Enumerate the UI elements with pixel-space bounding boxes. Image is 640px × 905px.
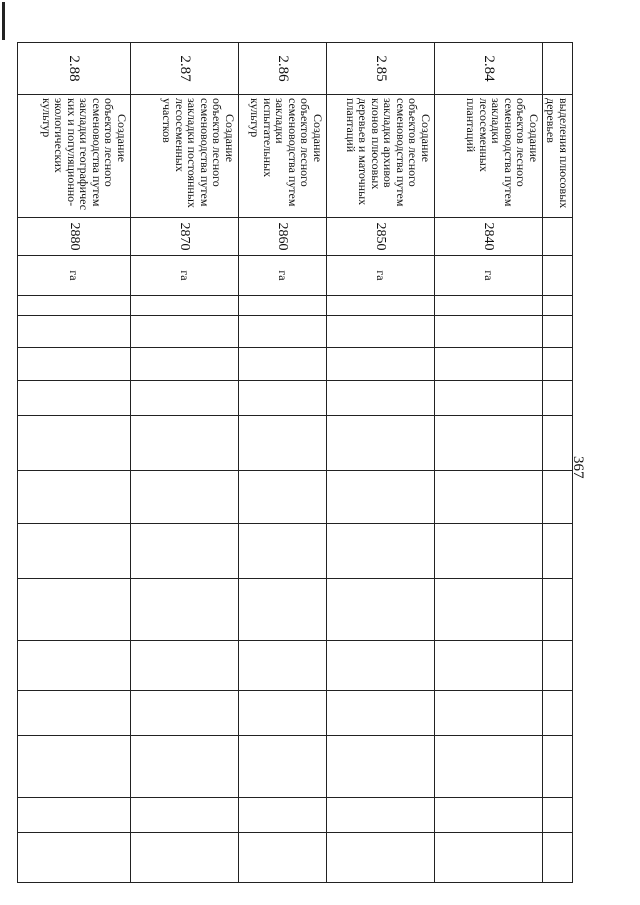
table-cell [18,524,131,579]
table-cell [327,641,435,691]
row-index: 2.85 [327,43,435,95]
row-index: 2.86 [239,43,327,95]
table-cell [543,416,573,471]
row-name-text: выделения плюсовых деревьев [544,98,571,209]
table-cell [327,381,435,416]
table-cell [131,316,239,348]
rotated-table-container [38,42,573,882]
row-code: 2840 [435,218,543,256]
table-cell [543,524,573,579]
table-cell [435,833,543,883]
table-cell [435,416,543,471]
table-cell [435,579,543,641]
row-name-rest: объектов лесного семеноводства путем закладки испытательных культур [248,98,313,207]
table-cell [18,348,131,381]
table-row [131,43,239,883]
page-number: 367 [570,456,586,479]
table-cell [239,691,327,736]
table-cell [18,736,131,798]
table-row [239,43,327,883]
table-row [543,43,573,883]
scan-edge-mark [2,2,5,40]
table-cell [239,381,327,416]
table-cell [327,691,435,736]
table-cell [131,691,239,736]
row-name-cell [327,95,435,218]
table-cell [543,316,573,348]
row-name-cell [18,95,131,218]
table-cell [327,579,435,641]
table-cell [131,296,239,316]
table-cell [18,798,131,833]
row-unit: га [239,256,327,296]
table-cell [543,296,573,316]
table-cell [543,43,573,95]
table-cell [131,641,239,691]
table-cell [131,798,239,833]
data-table [17,42,573,883]
row-code: 2880 [18,218,131,256]
table-cell [327,296,435,316]
row-name-cell [131,95,239,218]
table-cell [239,471,327,524]
table-cell [435,316,543,348]
row-unit: га [435,256,543,296]
table-cell [543,691,573,736]
table-cell [239,296,327,316]
table-cell [327,471,435,524]
table-cell [543,348,573,381]
table-cell [131,833,239,883]
table-cell [435,471,543,524]
row-name-first: Создание [419,114,433,163]
table-cell [435,691,543,736]
row-index: 2.84 [435,43,543,95]
table-cell [131,416,239,471]
row-name-cell [543,95,573,218]
table-cell [239,833,327,883]
table-cell [18,381,131,416]
table-cell [543,256,573,296]
row-name-cell [435,95,543,218]
table-cell [435,348,543,381]
table-cell [543,471,573,524]
table-cell [131,579,239,641]
row-name-first: Создание [527,114,541,163]
row-name-first: Создание [223,114,237,163]
row-unit: га [18,256,131,296]
table-cell [131,524,239,579]
table-cell [327,316,435,348]
row-index: 2.88 [18,43,131,95]
table-cell [131,471,239,524]
table-cell [327,524,435,579]
table-cell [543,641,573,691]
row-name-rest: объектов лесного семеноводства путем закладки лесосеменных плантаций [464,98,529,207]
table-cell [18,579,131,641]
table-cell [18,316,131,348]
table-cell [18,691,131,736]
table-cell [543,381,573,416]
row-code: 2870 [131,218,239,256]
table-cell [18,416,131,471]
table-cell [327,833,435,883]
table-cell [239,416,327,471]
table-cell [327,416,435,471]
table-cell [131,381,239,416]
table-cell [18,471,131,524]
table-cell [239,641,327,691]
row-name-cell [239,95,327,218]
table-cell [435,381,543,416]
table-cell [131,348,239,381]
table-cell [131,736,239,798]
table-cell [18,296,131,316]
table-cell [435,641,543,691]
table-cell [543,833,573,883]
table-cell [435,296,543,316]
table-cell [435,798,543,833]
row-code: 2850 [327,218,435,256]
table-cell [239,348,327,381]
row-name-rest: объектов лесного семеноводства путем закладки архивов клонов плюсовых деревьев и маточных плантаций [344,98,421,207]
table-cell [543,579,573,641]
table-cell [543,218,573,256]
table-cell [327,798,435,833]
table-cell [327,736,435,798]
table-row [327,43,435,883]
table-cell [239,524,327,579]
table-cell [435,736,543,798]
table-cell [543,736,573,798]
table-cell [435,524,543,579]
table-cell [239,736,327,798]
row-name-first: Создание [115,114,129,163]
table-cell [543,798,573,833]
row-name-first: Создание [311,114,325,163]
row-name-rest: объектов лесного семеноводства путем закладки постоянных лесосеменных участков [160,98,225,208]
row-unit: га [327,256,435,296]
table-row [435,43,543,883]
table-row [18,43,131,883]
table-cell [239,579,327,641]
row-unit: га [131,256,239,296]
row-name-rest: объектов лесного семеноводства путем закладки географичес ких и популяционно-экологических культур [40,98,117,211]
row-code: 2860 [239,218,327,256]
table-cell [239,316,327,348]
table-cell [18,641,131,691]
table-cell [18,833,131,883]
row-index: 2.87 [131,43,239,95]
table-cell [327,348,435,381]
table-cell [239,798,327,833]
